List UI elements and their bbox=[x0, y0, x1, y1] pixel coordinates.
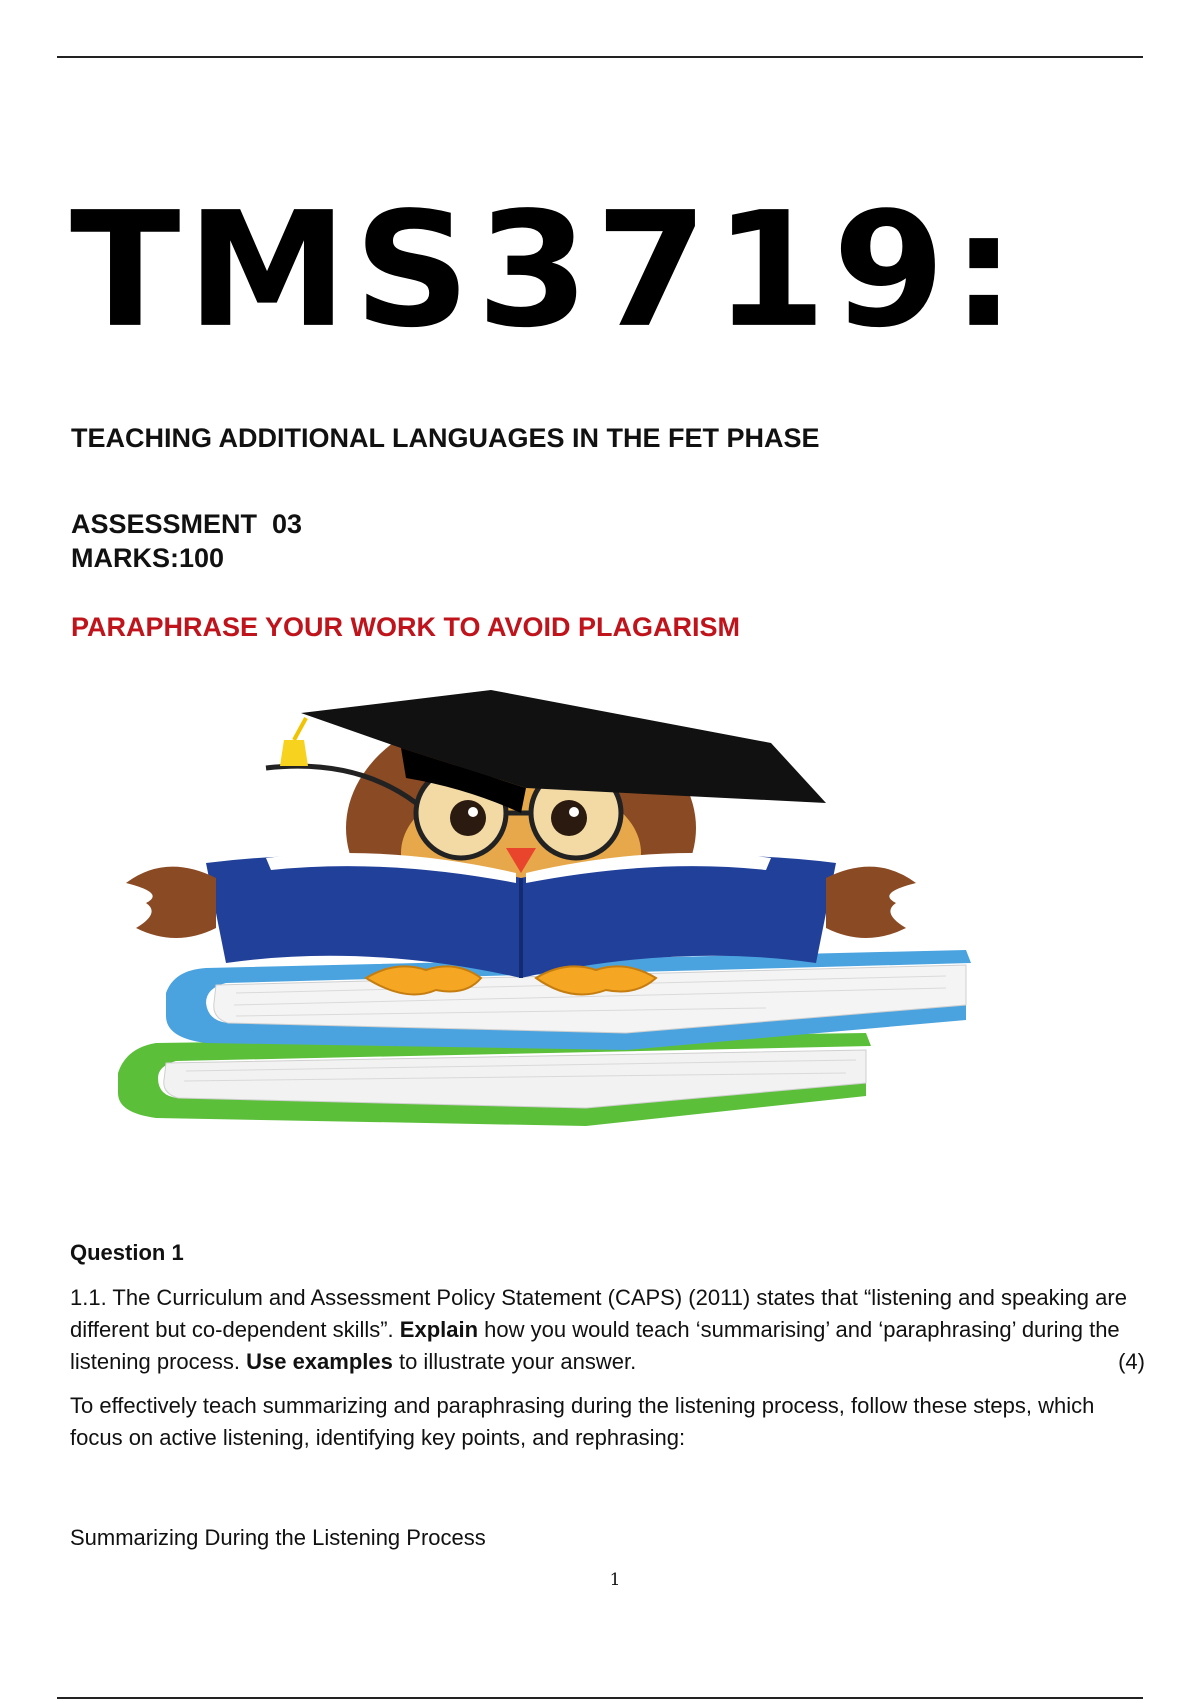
section-subheading: Summarizing During the Listening Process bbox=[70, 1525, 486, 1550]
answer-intro: To effectively teach summarizing and paraphrasing during the listening process, follow these steps, which focus on active listening, identifying key points, and rephrasing: bbox=[70, 1393, 1095, 1450]
top-rule bbox=[57, 56, 1143, 58]
prompt-text: 1.1. The Curriculum and Assessment Policy Statement (CAPS) (2011) states that “listening and speaking are different but co-dependent skills”. bbox=[70, 1285, 1127, 1342]
prompt-text: to illustrate your answer. bbox=[392, 1349, 637, 1374]
assessment-number: ASSESSMENT 03 bbox=[71, 509, 303, 539]
bottom-rule bbox=[57, 1697, 1143, 1699]
assessment-marks: MARKS:100 bbox=[71, 543, 225, 573]
module-title: TEACHING ADDITIONAL LANGUAGES IN THE FET PHASE bbox=[71, 423, 820, 453]
question-heading: Question 1 bbox=[70, 1240, 184, 1265]
prompt-emphasis-explain: Explain bbox=[399, 1317, 479, 1342]
plagiarism-warning: PARAPHRASE YOUR WORK TO AVOID PLAGARISM bbox=[71, 612, 741, 642]
page-number: 1 bbox=[609, 1570, 621, 1590]
owl-reading-books-icon bbox=[66, 678, 1006, 1178]
question-prompt bbox=[70, 1282, 1145, 1378]
prompt-emphasis-examples: Use examples bbox=[246, 1349, 393, 1374]
course-code-title: TMS3719: bbox=[70, 178, 1023, 364]
assessment-block bbox=[71, 507, 302, 575]
prompt-text: how you would teach ‘summarising’ and ‘paraphrasing’ during the listening process. bbox=[70, 1317, 1120, 1374]
question-marks: (4) bbox=[1118, 1349, 1145, 1374]
